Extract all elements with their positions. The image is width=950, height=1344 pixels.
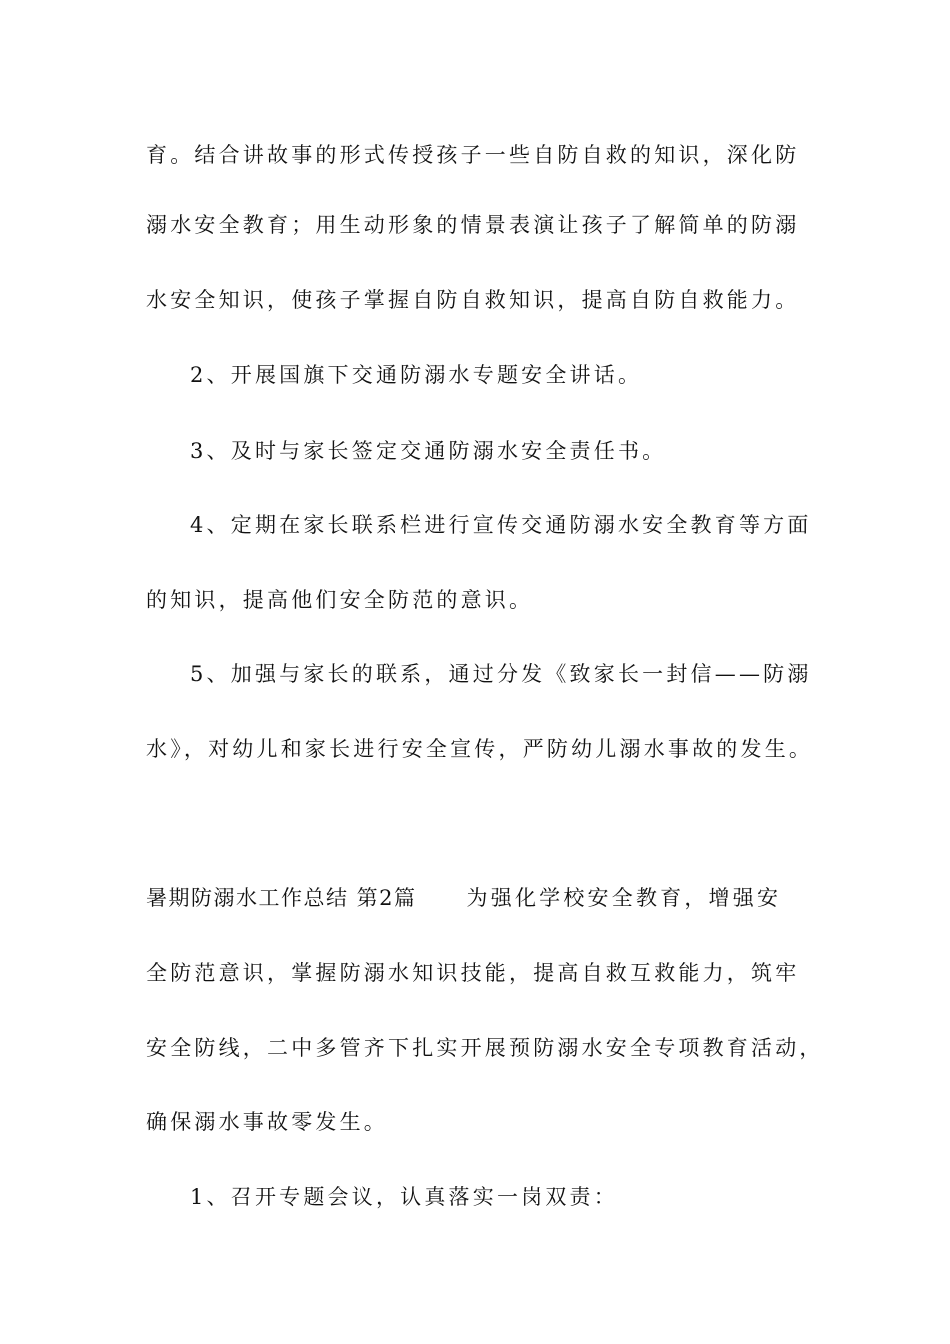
paragraph-line: 全防范意识，掌握防溺水知识技能，提高自救互救能力，筑牢	[146, 961, 800, 985]
intro-start: 为强化学校安全教育，增强安	[466, 886, 782, 910]
list-item-3: 3、及时与家长签定交通防溺水安全责任书。	[190, 439, 667, 463]
list-item-4: 4、定期在家长联系栏进行宣传交通防溺水安全教育等方面	[190, 513, 812, 537]
paragraph-line: 水安全知识，使孩子掌握自防自救知识，提高自防自救能力。	[146, 288, 800, 312]
paragraph-line: 确保溺水事故零发生。	[146, 1110, 388, 1134]
section-title: 暑期防溺水工作总结 第2篇	[146, 886, 417, 910]
list-item-4-continued: 的知识，提高他们安全防范的意识。	[146, 588, 534, 612]
list-item-5-continued: 水》，对幼儿和家长进行安全宣传，严防幼儿溺水事故的发生。	[146, 737, 814, 761]
section-title-line	[146, 883, 816, 913]
list-item-2: 2、开展国旗下交通防溺水专题安全讲话。	[190, 363, 643, 387]
paragraph-line: 育。结合讲故事的形式传授孩子一些自防自救的知识，深化防	[146, 143, 800, 167]
paragraph-line: 溺水安全教育；用生动形象的情景表演让孩子了解简单的防溺	[146, 213, 800, 237]
list-item-1: 1、召开专题会议，认真落实一岗双责：	[190, 1185, 618, 1209]
list-item-5: 5、加强与家长的联系，通过分发《致家长一封信——防溺	[190, 662, 812, 686]
paragraph-line: 安全防线，二中多管齐下扎实开展预防溺水安全专项教育活动，	[146, 1036, 824, 1060]
